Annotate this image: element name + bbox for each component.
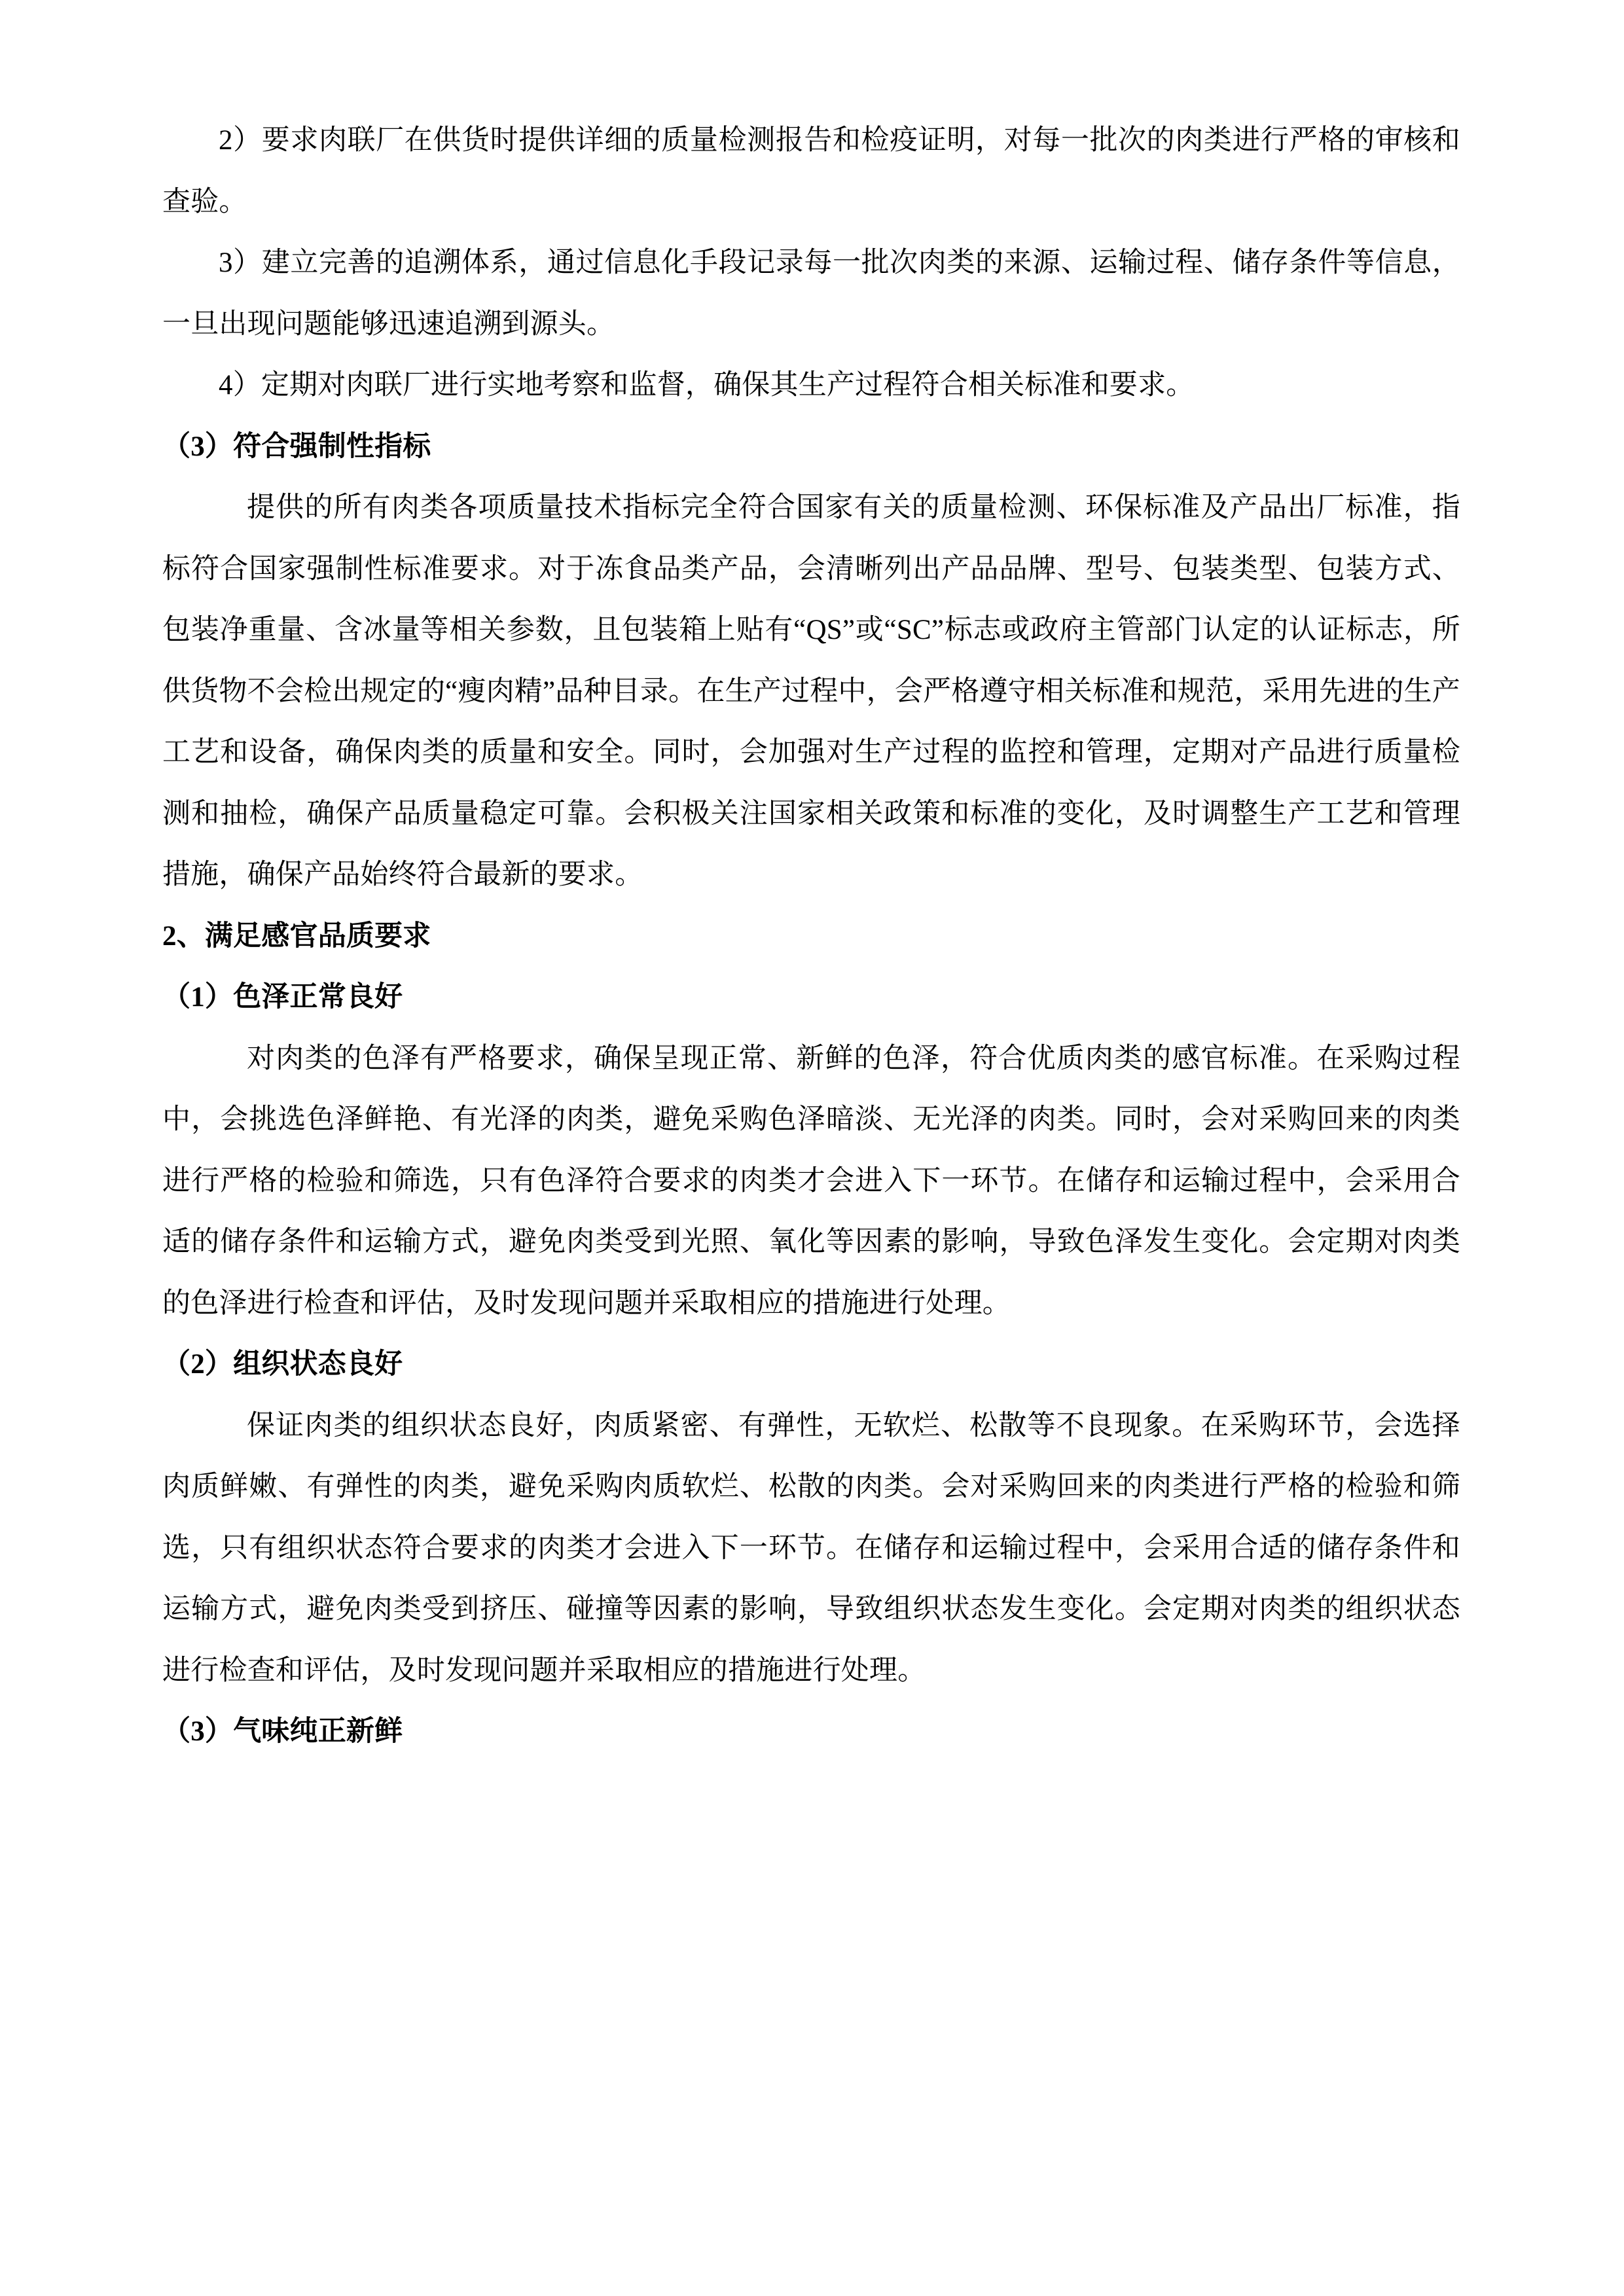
- section-heading-color-normal: （1）色泽正常良好: [162, 982, 403, 1013]
- paragraph-color-normal: 对肉类的色泽有严格要求，确保呈现正常、新鲜的色泽，符合优质肉类的感官标准。在采购过程中，会挑选色泽鲜艳、有光泽的肉类，避免采购色泽暗淡、无光泽的肉类。同时，会对采购回来的肉类进行严格的检验和筛选，只有色泽符合要求的肉类才会进入下一环节。在储存和运输过程中，会采用合适的储存条件和运输方式，避免肉类受到光照、氧化等因素的影响，导致色泽发生变化。会定期对肉类的色泽进行检查和评估，及时发现问题并采取相应的措施进行处理。: [162, 1043, 1460, 1319]
- section-heading-texture-good: （2）组织状态良好: [162, 1349, 403, 1380]
- section-heading-smell-fresh: （3）气味纯正新鲜: [162, 1716, 403, 1747]
- section-heading-sensory-quality: 2、满足感官品质要求: [162, 920, 431, 952]
- list-item-4: 4）定期对肉联厂进行实地考察和监督，确保其生产过程符合相关标准和要求。: [219, 370, 1195, 401]
- paragraph-mandatory-indicators: 提供的所有肉类各项质量技术指标完全符合国家有关的质量检测、环保标准及产品出厂标准，指标符合国家强制性标准要求。对于冻食品类产品，会清晰列出产品品牌、型号、包装类型、包装方式、包装净重量、含冰量等相关参数，且包装箱上贴有“QS”或“SC”标志或政府主管部门认定的认证标志，所供货物不会检出规定的“瘦肉精”品种目录。在生产过程中，会严格遵守相关标准和规范，采用先进的生产工艺和设备，确保肉类的质量和安全。同时，会加强对生产过程的监控和管理，定期对产品进行质量检测和抽检，确保产品质量稳定可靠。会积极关注国家相关政策和标准的变化，及时调整生产工艺和管理措施，确保产品始终符合最新的要求。: [162, 492, 1460, 890]
- paragraph-texture-good: 保证肉类的组织状态良好，肉质紧密、有弹性，无软烂、松散等不良现象。在采购环节，会选择肉质鲜嫩、有弹性的肉类，避免采购肉质软烂、松散的肉类。会对采购回来的肉类进行严格的检验和筛选，只有组织状态符合要求的肉类才会进入下一环节。在储存和运输过程中，会采用合适的储存条件和运输方式，避免肉类受到挤压、碰撞等因素的影响，导致组织状态发生变化。会定期对肉类的组织状态进行检查和评估，及时发现问题并采取相应的措施进行处理。: [162, 1410, 1460, 1686]
- section-heading-mandatory-indicators: （3）符合强制性指标: [162, 431, 431, 462]
- page-content: [162, 110, 1460, 1763]
- list-item-2: 2）要求肉联厂在供货时提供详细的质量检测报告和检疫证明，对每一批次的肉类进行严格的审核和查验。: [162, 125, 1460, 217]
- list-item-3: 3）建立完善的追溯体系，通过信息化手段记录每一批次肉类的来源、运输过程、储存条件等信息，一旦出现问题能够迅速追溯到源头。: [162, 247, 1460, 340]
